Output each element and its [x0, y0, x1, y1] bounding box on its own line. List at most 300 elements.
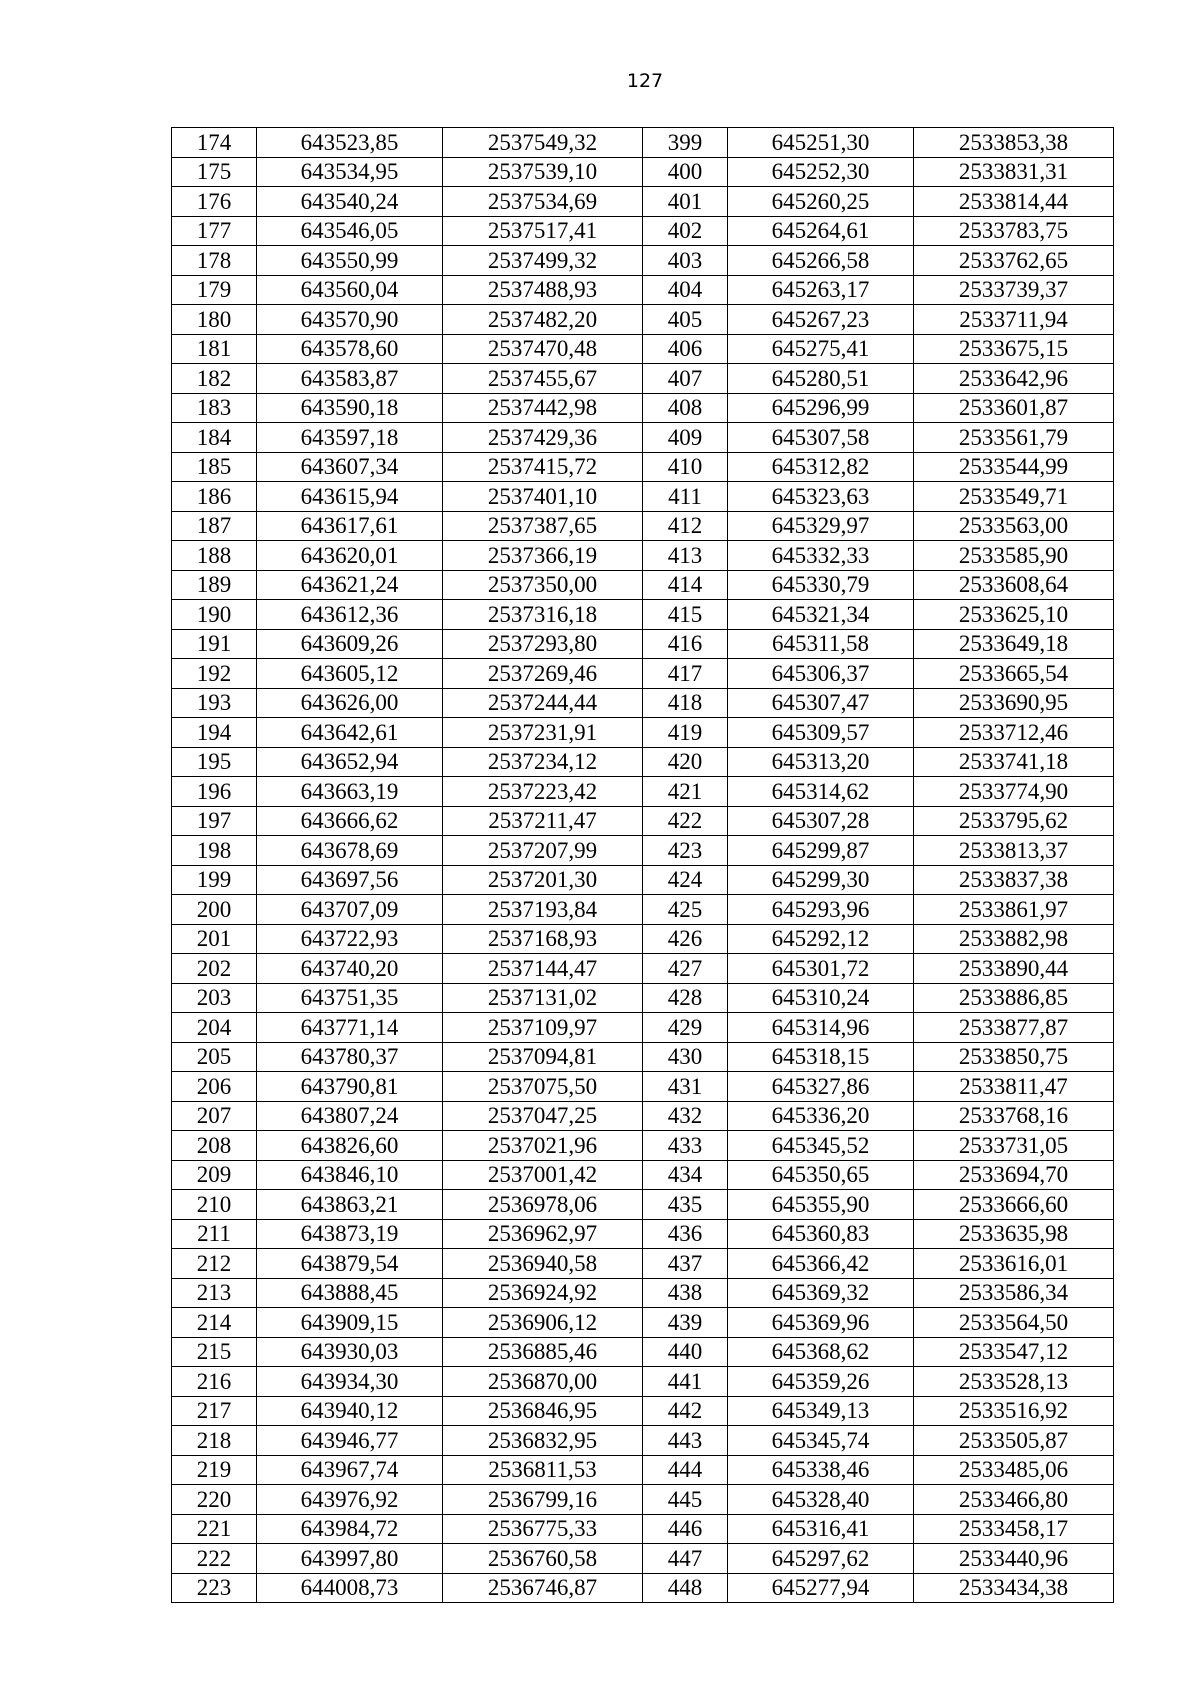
y-coordinate-cell: 2537269,46	[443, 659, 643, 689]
table-row	[172, 806, 1114, 836]
table-row	[172, 659, 1114, 689]
point-number-cell: 418	[643, 688, 728, 718]
table-row	[172, 1013, 1114, 1043]
point-number-cell: 414	[643, 570, 728, 600]
point-number-cell: 205	[172, 1042, 257, 1072]
point-number-cell: 207	[172, 1101, 257, 1131]
point-number-cell: 409	[643, 423, 728, 453]
point-number-cell: 448	[643, 1573, 728, 1603]
table-row	[172, 305, 1114, 335]
point-number-cell: 215	[172, 1337, 257, 1367]
x-coordinate-cell: 643740,20	[257, 954, 443, 984]
y-coordinate-cell: 2533561,79	[914, 423, 1114, 453]
point-number-cell: 408	[643, 393, 728, 423]
y-coordinate-cell: 2533795,62	[914, 806, 1114, 836]
point-number-cell: 427	[643, 954, 728, 984]
x-coordinate-cell: 645312,82	[728, 452, 914, 482]
y-coordinate-cell: 2536924,92	[443, 1278, 643, 1308]
y-coordinate-cell: 2533616,01	[914, 1249, 1114, 1279]
y-coordinate-cell: 2537144,47	[443, 954, 643, 984]
point-number-cell: 423	[643, 836, 728, 866]
x-coordinate-cell: 645323,63	[728, 482, 914, 512]
x-coordinate-cell: 643780,37	[257, 1042, 443, 1072]
y-coordinate-cell: 2536978,06	[443, 1190, 643, 1220]
y-coordinate-cell: 2533850,75	[914, 1042, 1114, 1072]
x-coordinate-cell: 645349,13	[728, 1396, 914, 1426]
x-coordinate-cell: 645263,17	[728, 275, 914, 305]
point-number-cell: 405	[643, 305, 728, 335]
y-coordinate-cell: 2537470,48	[443, 334, 643, 364]
point-number-cell: 429	[643, 1013, 728, 1043]
x-coordinate-cell: 645369,32	[728, 1278, 914, 1308]
point-number-cell: 446	[643, 1514, 728, 1544]
y-coordinate-cell: 2537350,00	[443, 570, 643, 600]
y-coordinate-cell: 2533649,18	[914, 629, 1114, 659]
x-coordinate-cell: 645299,87	[728, 836, 914, 866]
x-coordinate-cell: 643863,21	[257, 1190, 443, 1220]
table-row	[172, 364, 1114, 394]
table-row	[172, 836, 1114, 866]
point-number-cell: 208	[172, 1131, 257, 1161]
x-coordinate-cell: 643771,14	[257, 1013, 443, 1043]
x-coordinate-cell: 643751,35	[257, 983, 443, 1013]
y-coordinate-cell: 2533831,31	[914, 157, 1114, 187]
y-coordinate-cell: 2533547,12	[914, 1337, 1114, 1367]
y-coordinate-cell: 2537193,84	[443, 895, 643, 925]
y-coordinate-cell: 2537455,67	[443, 364, 643, 394]
y-coordinate-cell: 2537387,65	[443, 511, 643, 541]
x-coordinate-cell: 645316,41	[728, 1514, 914, 1544]
y-coordinate-cell: 2537442,98	[443, 393, 643, 423]
y-coordinate-cell: 2536846,95	[443, 1396, 643, 1426]
point-number-cell: 190	[172, 600, 257, 630]
point-number-cell: 179	[172, 275, 257, 305]
x-coordinate-cell: 645359,26	[728, 1367, 914, 1397]
y-coordinate-cell: 2537109,97	[443, 1013, 643, 1043]
point-number-cell: 410	[643, 452, 728, 482]
x-coordinate-cell: 643560,04	[257, 275, 443, 305]
y-coordinate-cell: 2533563,00	[914, 511, 1114, 541]
x-coordinate-cell: 643612,36	[257, 600, 443, 630]
point-number-cell: 191	[172, 629, 257, 659]
x-coordinate-cell: 643550,99	[257, 246, 443, 276]
table-row	[172, 747, 1114, 777]
x-coordinate-cell: 643546,05	[257, 216, 443, 246]
x-coordinate-cell: 643570,90	[257, 305, 443, 335]
y-coordinate-cell: 2536760,58	[443, 1544, 643, 1574]
x-coordinate-cell: 645275,41	[728, 334, 914, 364]
x-coordinate-cell: 645366,42	[728, 1249, 914, 1279]
table-row	[172, 1544, 1114, 1574]
x-coordinate-cell: 645311,58	[728, 629, 914, 659]
point-number-cell: 183	[172, 393, 257, 423]
x-coordinate-cell: 643578,60	[257, 334, 443, 364]
x-coordinate-cell: 645296,99	[728, 393, 914, 423]
point-number-cell: 430	[643, 1042, 728, 1072]
point-number-cell: 436	[643, 1219, 728, 1249]
x-coordinate-cell: 643976,92	[257, 1485, 443, 1515]
point-number-cell: 422	[643, 806, 728, 836]
table-row	[172, 1396, 1114, 1426]
x-coordinate-cell: 643583,87	[257, 364, 443, 394]
point-number-cell: 185	[172, 452, 257, 482]
point-number-cell: 406	[643, 334, 728, 364]
x-coordinate-cell: 645292,12	[728, 924, 914, 954]
x-coordinate-cell: 643807,24	[257, 1101, 443, 1131]
y-coordinate-cell: 2533837,38	[914, 865, 1114, 895]
y-coordinate-cell: 2533741,18	[914, 747, 1114, 777]
table-row	[172, 1219, 1114, 1249]
point-number-cell: 201	[172, 924, 257, 954]
y-coordinate-cell: 2536832,95	[443, 1426, 643, 1456]
y-coordinate-cell: 2533768,16	[914, 1101, 1114, 1131]
point-number-cell: 189	[172, 570, 257, 600]
table-row	[172, 1367, 1114, 1397]
table-row	[172, 246, 1114, 276]
point-number-cell: 403	[643, 246, 728, 276]
table-row	[172, 1308, 1114, 1338]
y-coordinate-cell: 2533608,64	[914, 570, 1114, 600]
x-coordinate-cell: 643590,18	[257, 393, 443, 423]
x-coordinate-cell: 643663,19	[257, 777, 443, 807]
point-number-cell: 187	[172, 511, 257, 541]
y-coordinate-cell: 2537549,32	[443, 128, 643, 158]
table-row	[172, 275, 1114, 305]
point-number-cell: 211	[172, 1219, 257, 1249]
y-coordinate-cell: 2533712,46	[914, 718, 1114, 748]
x-coordinate-cell: 643909,15	[257, 1308, 443, 1338]
y-coordinate-cell: 2537211,47	[443, 806, 643, 836]
y-coordinate-cell: 2533675,15	[914, 334, 1114, 364]
table-row	[172, 452, 1114, 482]
y-coordinate-cell: 2533890,44	[914, 954, 1114, 984]
point-number-cell: 181	[172, 334, 257, 364]
x-coordinate-cell: 645318,15	[728, 1042, 914, 1072]
y-coordinate-cell: 2537021,96	[443, 1131, 643, 1161]
point-number-cell: 402	[643, 216, 728, 246]
y-coordinate-cell: 2533458,17	[914, 1514, 1114, 1544]
x-coordinate-cell: 645309,57	[728, 718, 914, 748]
y-coordinate-cell: 2536799,16	[443, 1485, 643, 1515]
y-coordinate-cell: 2533516,92	[914, 1396, 1114, 1426]
point-number-cell: 206	[172, 1072, 257, 1102]
y-coordinate-cell: 2533813,37	[914, 836, 1114, 866]
x-coordinate-cell: 645260,25	[728, 187, 914, 217]
y-coordinate-cell: 2537231,91	[443, 718, 643, 748]
point-number-cell: 202	[172, 954, 257, 984]
point-number-cell: 210	[172, 1190, 257, 1220]
x-coordinate-cell: 643946,77	[257, 1426, 443, 1456]
table-row	[172, 600, 1114, 630]
y-coordinate-cell: 2533690,95	[914, 688, 1114, 718]
y-coordinate-cell: 2533528,13	[914, 1367, 1114, 1397]
x-coordinate-cell: 645314,96	[728, 1013, 914, 1043]
point-number-cell: 442	[643, 1396, 728, 1426]
table-row	[172, 924, 1114, 954]
x-coordinate-cell: 643621,24	[257, 570, 443, 600]
point-number-cell: 401	[643, 187, 728, 217]
y-coordinate-cell: 2533694,70	[914, 1160, 1114, 1190]
table-row	[172, 423, 1114, 453]
y-coordinate-cell: 2533711,94	[914, 305, 1114, 335]
x-coordinate-cell: 645313,20	[728, 747, 914, 777]
x-coordinate-cell: 643930,03	[257, 1337, 443, 1367]
y-coordinate-cell: 2533586,34	[914, 1278, 1114, 1308]
y-coordinate-cell: 2533811,47	[914, 1072, 1114, 1102]
y-coordinate-cell: 2533774,90	[914, 777, 1114, 807]
y-coordinate-cell: 2533544,99	[914, 452, 1114, 482]
x-coordinate-cell: 645338,46	[728, 1455, 914, 1485]
x-coordinate-cell: 645345,74	[728, 1426, 914, 1456]
x-coordinate-cell: 643642,61	[257, 718, 443, 748]
x-coordinate-cell: 645297,62	[728, 1544, 914, 1574]
y-coordinate-cell: 2536746,87	[443, 1573, 643, 1603]
point-number-cell: 441	[643, 1367, 728, 1397]
point-number-cell: 221	[172, 1514, 257, 1544]
table-row	[172, 1337, 1114, 1367]
y-coordinate-cell: 2533731,05	[914, 1131, 1114, 1161]
point-number-cell: 223	[172, 1573, 257, 1603]
point-number-cell: 175	[172, 157, 257, 187]
x-coordinate-cell: 645332,33	[728, 541, 914, 571]
y-coordinate-cell: 2533625,10	[914, 600, 1114, 630]
y-coordinate-cell: 2533665,54	[914, 659, 1114, 689]
x-coordinate-cell: 643626,00	[257, 688, 443, 718]
point-number-cell: 220	[172, 1485, 257, 1515]
y-coordinate-cell: 2533762,65	[914, 246, 1114, 276]
point-number-cell: 437	[643, 1249, 728, 1279]
x-coordinate-cell: 645336,20	[728, 1101, 914, 1131]
y-coordinate-cell: 2533466,80	[914, 1485, 1114, 1515]
x-coordinate-cell: 645350,65	[728, 1160, 914, 1190]
y-coordinate-cell: 2537001,42	[443, 1160, 643, 1190]
point-number-cell: 194	[172, 718, 257, 748]
x-coordinate-cell: 643984,72	[257, 1514, 443, 1544]
x-coordinate-cell: 645277,94	[728, 1573, 914, 1603]
x-coordinate-cell: 645306,37	[728, 659, 914, 689]
table-row	[172, 1190, 1114, 1220]
point-number-cell: 426	[643, 924, 728, 954]
y-coordinate-cell: 2537234,12	[443, 747, 643, 777]
y-coordinate-cell: 2533814,44	[914, 187, 1114, 217]
y-coordinate-cell: 2537223,42	[443, 777, 643, 807]
point-number-cell: 407	[643, 364, 728, 394]
y-coordinate-cell: 2537047,25	[443, 1101, 643, 1131]
y-coordinate-cell: 2533739,37	[914, 275, 1114, 305]
y-coordinate-cell: 2537366,19	[443, 541, 643, 571]
point-number-cell: 445	[643, 1485, 728, 1515]
table-row	[172, 1514, 1114, 1544]
coordinates-table-body	[172, 128, 1114, 1603]
y-coordinate-cell: 2536885,46	[443, 1337, 643, 1367]
y-coordinate-cell: 2533485,06	[914, 1455, 1114, 1485]
point-number-cell: 399	[643, 128, 728, 158]
x-coordinate-cell: 645307,58	[728, 423, 914, 453]
table-row	[172, 216, 1114, 246]
point-number-cell: 432	[643, 1101, 728, 1131]
y-coordinate-cell: 2537094,81	[443, 1042, 643, 1072]
table-row	[172, 1485, 1114, 1515]
x-coordinate-cell: 643607,34	[257, 452, 443, 482]
table-row	[172, 1573, 1114, 1603]
point-number-cell: 199	[172, 865, 257, 895]
point-number-cell: 178	[172, 246, 257, 276]
y-coordinate-cell: 2537401,10	[443, 482, 643, 512]
y-coordinate-cell: 2537207,99	[443, 836, 643, 866]
table-row	[172, 1042, 1114, 1072]
point-number-cell: 439	[643, 1308, 728, 1338]
point-number-cell: 404	[643, 275, 728, 305]
coordinates-table	[171, 127, 1114, 1603]
x-coordinate-cell: 643790,81	[257, 1072, 443, 1102]
point-number-cell: 192	[172, 659, 257, 689]
x-coordinate-cell: 643888,45	[257, 1278, 443, 1308]
y-coordinate-cell: 2533635,98	[914, 1219, 1114, 1249]
point-number-cell: 416	[643, 629, 728, 659]
x-coordinate-cell: 643707,09	[257, 895, 443, 925]
point-number-cell: 188	[172, 541, 257, 571]
x-coordinate-cell: 643934,30	[257, 1367, 443, 1397]
table-row	[172, 541, 1114, 571]
point-number-cell: 177	[172, 216, 257, 246]
y-coordinate-cell: 2537131,02	[443, 983, 643, 1013]
table-row	[172, 1455, 1114, 1485]
table-row	[172, 128, 1114, 158]
y-coordinate-cell: 2533642,96	[914, 364, 1114, 394]
table-row	[172, 393, 1114, 423]
table-row	[172, 629, 1114, 659]
y-coordinate-cell: 2536906,12	[443, 1308, 643, 1338]
table-row	[172, 688, 1114, 718]
y-coordinate-cell: 2536870,00	[443, 1367, 643, 1397]
y-coordinate-cell: 2533886,85	[914, 983, 1114, 1013]
point-number-cell: 186	[172, 482, 257, 512]
x-coordinate-cell: 643846,10	[257, 1160, 443, 1190]
x-coordinate-cell: 645314,62	[728, 777, 914, 807]
point-number-cell: 212	[172, 1249, 257, 1279]
y-coordinate-cell: 2533882,98	[914, 924, 1114, 954]
y-coordinate-cell: 2537482,20	[443, 305, 643, 335]
table-row	[172, 1160, 1114, 1190]
point-number-cell: 435	[643, 1190, 728, 1220]
table-row	[172, 954, 1114, 984]
point-number-cell: 218	[172, 1426, 257, 1456]
point-number-cell: 197	[172, 806, 257, 836]
y-coordinate-cell: 2533877,87	[914, 1013, 1114, 1043]
x-coordinate-cell: 643678,69	[257, 836, 443, 866]
x-coordinate-cell: 645330,79	[728, 570, 914, 600]
y-coordinate-cell: 2537244,44	[443, 688, 643, 718]
point-number-cell: 193	[172, 688, 257, 718]
y-coordinate-cell: 2533564,50	[914, 1308, 1114, 1338]
x-coordinate-cell: 645307,28	[728, 806, 914, 836]
y-coordinate-cell: 2537534,69	[443, 187, 643, 217]
point-number-cell: 412	[643, 511, 728, 541]
x-coordinate-cell: 645355,90	[728, 1190, 914, 1220]
y-coordinate-cell: 2536811,53	[443, 1455, 643, 1485]
point-number-cell: 428	[643, 983, 728, 1013]
point-number-cell: 196	[172, 777, 257, 807]
table-row	[172, 895, 1114, 925]
x-coordinate-cell: 643967,74	[257, 1455, 443, 1485]
y-coordinate-cell: 2533549,71	[914, 482, 1114, 512]
y-coordinate-cell: 2537415,72	[443, 452, 643, 482]
y-coordinate-cell: 2537517,41	[443, 216, 643, 246]
x-coordinate-cell: 643617,61	[257, 511, 443, 541]
point-number-cell: 421	[643, 777, 728, 807]
table-row	[172, 1426, 1114, 1456]
x-coordinate-cell: 643997,80	[257, 1544, 443, 1574]
table-row	[172, 187, 1114, 217]
point-number-cell: 417	[643, 659, 728, 689]
x-coordinate-cell: 645267,23	[728, 305, 914, 335]
point-number-cell: 222	[172, 1544, 257, 1574]
table-row	[172, 865, 1114, 895]
point-number-cell: 443	[643, 1426, 728, 1456]
x-coordinate-cell: 643540,24	[257, 187, 443, 217]
x-coordinate-cell: 643523,85	[257, 128, 443, 158]
x-coordinate-cell: 643605,12	[257, 659, 443, 689]
point-number-cell: 203	[172, 983, 257, 1013]
y-coordinate-cell: 2533440,96	[914, 1544, 1114, 1574]
point-number-cell: 400	[643, 157, 728, 187]
x-coordinate-cell: 644008,73	[257, 1573, 443, 1603]
point-number-cell: 447	[643, 1544, 728, 1574]
x-coordinate-cell: 645329,97	[728, 511, 914, 541]
x-coordinate-cell: 645321,34	[728, 600, 914, 630]
x-coordinate-cell: 645327,86	[728, 1072, 914, 1102]
point-number-cell: 217	[172, 1396, 257, 1426]
x-coordinate-cell: 643879,54	[257, 1249, 443, 1279]
point-number-cell: 415	[643, 600, 728, 630]
point-number-cell: 420	[643, 747, 728, 777]
y-coordinate-cell: 2533505,87	[914, 1426, 1114, 1456]
y-coordinate-cell: 2537168,93	[443, 924, 643, 954]
x-coordinate-cell: 643826,60	[257, 1131, 443, 1161]
x-coordinate-cell: 643940,12	[257, 1396, 443, 1426]
x-coordinate-cell: 643597,18	[257, 423, 443, 453]
x-coordinate-cell: 643722,93	[257, 924, 443, 954]
x-coordinate-cell: 645293,96	[728, 895, 914, 925]
page-number: 127	[626, 70, 664, 92]
y-coordinate-cell: 2533666,60	[914, 1190, 1114, 1220]
y-coordinate-cell: 2533601,87	[914, 393, 1114, 423]
x-coordinate-cell: 643534,95	[257, 157, 443, 187]
y-coordinate-cell: 2533434,38	[914, 1573, 1114, 1603]
point-number-cell: 180	[172, 305, 257, 335]
point-number-cell: 419	[643, 718, 728, 748]
x-coordinate-cell: 645345,52	[728, 1131, 914, 1161]
table-row	[172, 1072, 1114, 1102]
point-number-cell: 425	[643, 895, 728, 925]
point-number-cell: 444	[643, 1455, 728, 1485]
point-number-cell: 219	[172, 1455, 257, 1485]
x-coordinate-cell: 643609,26	[257, 629, 443, 659]
y-coordinate-cell: 2537316,18	[443, 600, 643, 630]
y-coordinate-cell: 2536940,58	[443, 1249, 643, 1279]
x-coordinate-cell: 645369,96	[728, 1308, 914, 1338]
point-number-cell: 440	[643, 1337, 728, 1367]
y-coordinate-cell: 2536775,33	[443, 1514, 643, 1544]
y-coordinate-cell: 2537201,30	[443, 865, 643, 895]
x-coordinate-cell: 643615,94	[257, 482, 443, 512]
table-row	[172, 983, 1114, 1013]
table-row	[172, 511, 1114, 541]
table-row	[172, 777, 1114, 807]
y-coordinate-cell: 2537488,93	[443, 275, 643, 305]
table-row	[172, 1101, 1114, 1131]
x-coordinate-cell: 645252,30	[728, 157, 914, 187]
